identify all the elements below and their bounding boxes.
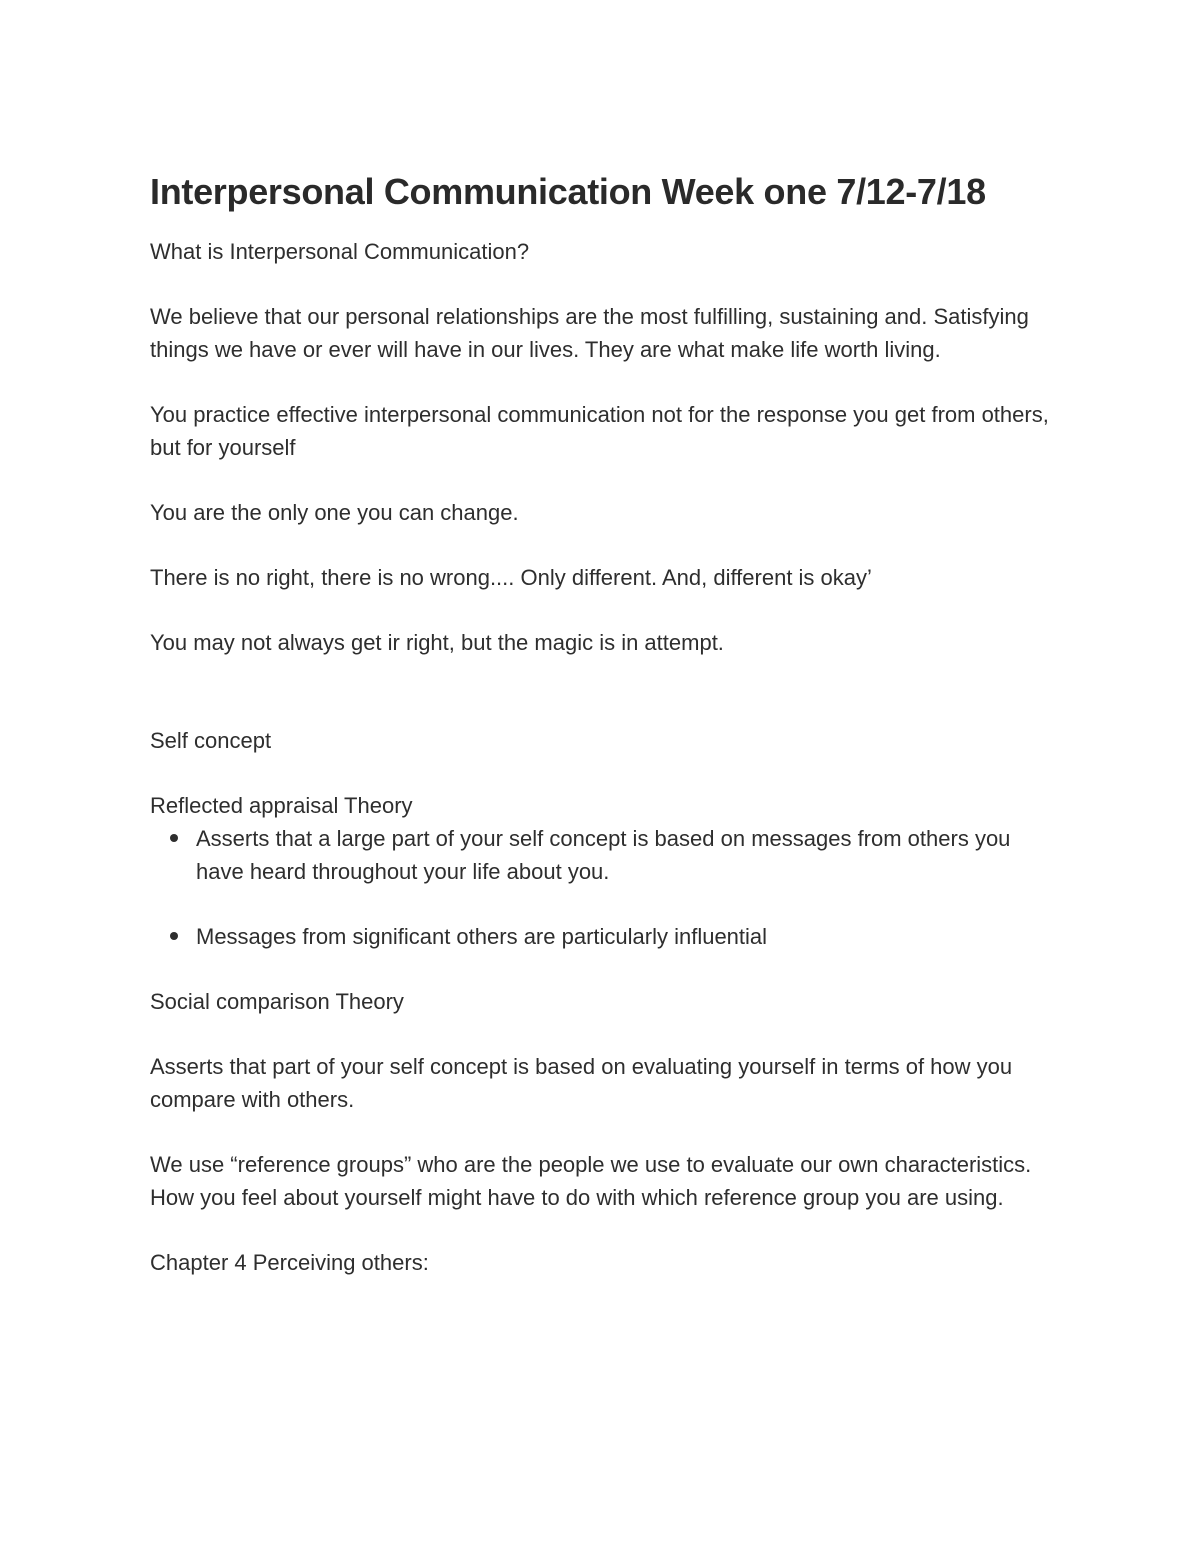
paragraph-practice: You practice effective interpersonal communication not for the response you get from others, but for yourself [150, 402, 1049, 460]
paragraph-magic: You may not always get ir right, but the magic is in attempt. [150, 630, 724, 655]
question-heading: What is Interpersonal Communication? [150, 239, 530, 264]
bullet-icon [170, 932, 178, 940]
section-heading-self-concept: Self concept [150, 728, 272, 753]
document-page [150, 168, 1050, 1311]
paragraph-relationships: We believe that our personal relationships are the most fulfilling, sustaining and. Satisfying things we have or ever will have in our lives. They are what make life worth living. [150, 304, 1029, 362]
list-item-text: Messages from significant others are particularly influential [196, 924, 768, 949]
paragraph-social-comparison: Asserts that part of your self concept is based on evaluating yourself in terms of how you compare with others. [150, 1054, 1013, 1112]
list-item-text: Asserts that a large part of your self concept is based on messages from others you have heard throughout your life about you. [196, 826, 1011, 884]
chapter-heading: Chapter 4 Perceiving others: [150, 1250, 429, 1275]
paragraph-no-right-wrong: There is no right, there is no wrong.... Only different. And, different is okay’ [150, 565, 872, 590]
bullet-list-reflected-appraisal [150, 822, 1050, 953]
subheading-reflected-appraisal: Reflected appraisal Theory [150, 793, 413, 818]
paragraph-change: You are the only one you can change. [150, 500, 519, 525]
document-title: Interpersonal Communication Week one 7/12-7/18 [150, 171, 986, 212]
subheading-social-comparison: Social comparison Theory [150, 989, 404, 1014]
paragraph-reference-groups: We use “reference groups” who are the people we use to evaluate our own characteristics. How you feel about yourself might have to do with which reference group you are using. [150, 1152, 1032, 1210]
list-item [150, 920, 1050, 953]
list-item [150, 822, 1050, 888]
bullet-icon [170, 834, 178, 842]
